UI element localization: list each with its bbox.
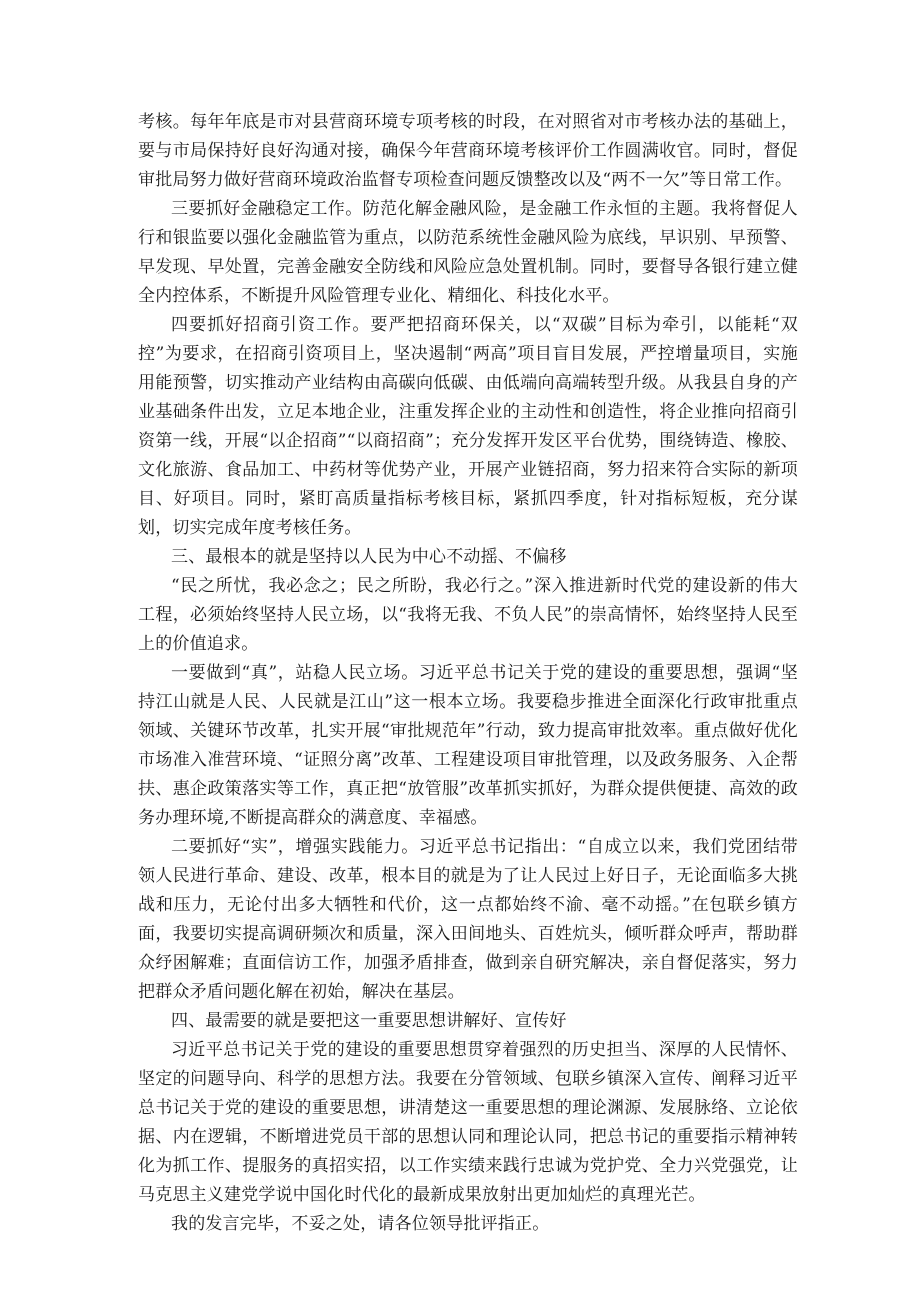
section-heading-three: 三、最根本的就是坚持以人民为中心不动摇、不偏移 [171, 547, 567, 567]
paragraph-closing: 我的发言完毕，不妥之处，请各位领导批评指正。 [171, 1214, 550, 1234]
paragraph-continuation: 考核。每年年底是市对县营商环境专项考核的时段，在对照省对市考核办法的基础上，要与市局保持好良好沟通对接，确保今年营商环境考核评价工作圆满收官。同时，督促审批局努力做好营商环境政治监督专项检查问题反馈整改以及“两不一欠”等日常工作。 [138, 112, 798, 190]
paragraph-publicize-thought: 习近平总书记关于党的建设的重要思想贯穿着强烈的历史担当、深厚的人民情怀、坚定的问题导向、科学的思想方法。我要在分管领域、包联乡镇深入宣传、阐释习近平总书记关于党的建设的重要思想，讲清楚这一重要思想的理论渊源、发展脉络、立论依据、内在逻辑，不断增进党员干部的思想认同和理论认同，把总书记的重要指示精神转化为抓工作、提服务的真招实招，以工作实绩来践行忠诚为党护党、全力兴党强党，让马克思主义建党学说中国化时代化的最新成果放射出更加灿烂的真理光芒。 [138, 1040, 798, 1205]
document-page [138, 108, 798, 1239]
section-heading-four: 四、最需要的就是要把这一重要思想讲解好、宣传好 [171, 1011, 567, 1031]
paragraph-second-practical: 二要抓好“实”，增强实践能力。习近平总书记指出：“自成立以来，我们党团结带领人民进行革命、建设、改革，根本目的就是为了让人民过上好日子，无论面临多大挑战和压力，无论付出多大牺牲和代价，这一点都始终不渝、毫不动摇。”在包联乡镇方面，我要切实提高调研频次和质量，深入田间地头、百姓炕头，倾听群众呼声，帮助群众纾困解难；直面信访工作，加强矛盾排查，做到亲自研究解决，亲自督促落实，努力把群众矛盾问题化解在初始，解决在基层。 [138, 837, 798, 1002]
paragraph-first-true: 一要做到“真”，站稳人民立场。习近平总书记关于党的建设的重要思想，强调“坚持江山就是人民、人民就是江山”这一根本立场。我要稳步推进全面深化行政审批重点领域、关键环节改革，扎实开展“审批规范年”行动，致力提高审批效率。重点做好优化市场准入准营环境、“证照分离”改革、工程建设项目审批管理，以及政务服务、入企帮扶、惠企政策落实等工作，真正把“放管服”改革抓实抓好，为群众提供便捷、高效的政务办理环境,不断提高群众的满意度、幸福感。 [138, 663, 798, 828]
paragraph-investment-promotion: 四要抓好招商引资工作。要严把招商环保关，以“双碳”目标为牵引，以能耗“双控”为要求，在招商引资项目上，坚决遏制“两高”项目盲目发展，严控增量项目，实施用能预警，切实推动产业结构由高碳向低碳、由低端向高端转型升级。从我县自身的产业基础条件出发，立足本地企业，注重发挥企业的主动性和创造性，将企业推向招商引资第一线，开展“以企招商”“以商招商”；充分发挥开发区平台优势，围绕铸造、橡胶、文化旅游、食品加工、中药材等优势产业，开展产业链招商，努力招来符合实际的新项目、好项目。同时，紧盯高质量指标考核目标，紧抓四季度，针对指标短板，充分谋划，切实完成年度考核任务。 [138, 315, 798, 538]
paragraph-people-quote: “民之所忧，我必念之；民之所盼，我必行之。”深入推进新时代党的建设新的伟大工程，必须始终坚持人民立场，以“我将无我、不负人民”的崇高情怀，始终坚持人民至上的价值追求。 [138, 576, 798, 654]
paragraph-financial-stability: 三要抓好金融稳定工作。防范化解金融风险，是金融工作永恒的主题。我将督促人行和银监要以强化金融监管为重点，以防范系统性金融风险为底线，早识别、早预警、早发现、早处置，完善金融安全防线和风险应急处置机制。同时，要督导各银行建立健全内控体系，不断提升风险管理专业化、精细化、科技化水平。 [138, 199, 798, 306]
